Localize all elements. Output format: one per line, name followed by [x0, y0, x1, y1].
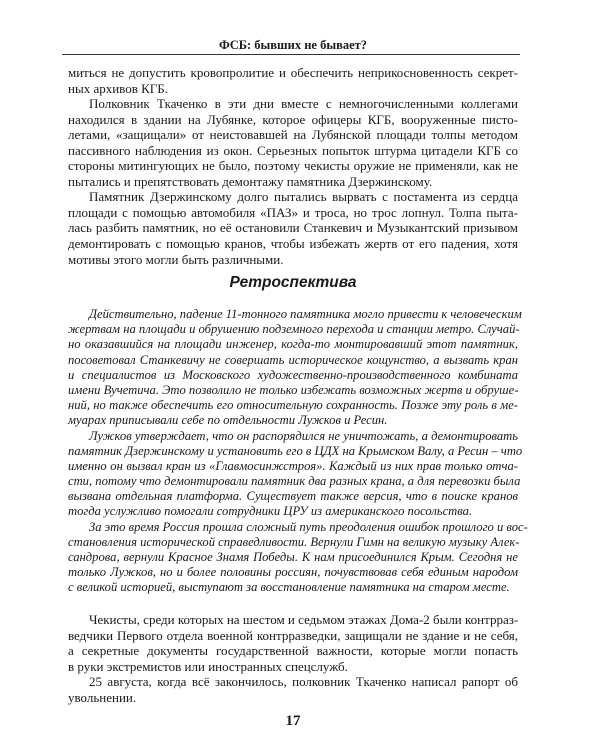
text-line: мотивы этого могли быть различными. [68, 251, 284, 267]
text-line: пассивного наблюдения из окон. Серьезных попыток штурма цитадели КГБ со [68, 142, 518, 158]
running-head: ФСБ: бывших не бывает? [218, 38, 368, 52]
text-line: только Лужков, но и более половины россиян, почувствовав себя единым народом [68, 565, 518, 580]
text-line: сти, потому что демонтировали памятник два разных крана, а для перевозки была [68, 474, 521, 489]
text-line: Чекисты, среди которых на шестом и седьмом этажах Дома-2 были контрраз- [89, 612, 519, 627]
text-line: Действительно, падение 11-тонного памятника могло привести к человеческим [89, 307, 522, 321]
paragraph [68, 612, 518, 674]
text-line: но оказавшийся на площади инженер, когда-то монтировавший этот памятник, [68, 337, 518, 352]
section-heading: Ретроспектива [229, 274, 357, 291]
text-line: ведчики Первого отдела военной контрразведки, защищали не здание и не себя, [68, 627, 518, 643]
paragraph [68, 96, 518, 189]
text-line: Лужков утверждает, что он распорядился не уничтожать, а демонтировать [89, 428, 518, 443]
text-line: а секретные документы государственной важности, которые могли попасть [68, 643, 518, 659]
text-line: увольнении. [68, 689, 137, 705]
text-line: сандрова, вернули Красное Знамя Победы. К нам присоединился Крым. Сегодня не [68, 550, 518, 564]
text-line: с великой историей, выступают за восстановление памятника на старом месте. [68, 580, 510, 595]
text-line: становления исторической справедливости. Вернули Гимн на великую музыку Алек- [68, 534, 520, 549]
text-line: памятник Дзержинскому и установить его в ЦДХ на Крымском Валу, а Ресин – что [68, 443, 523, 458]
text-line: в руки экстремистов или иностранных спецслужб. [68, 658, 348, 674]
text-line: пытались и препятствовать демонтажу памятника Дзержинскому. [68, 173, 433, 189]
paragraph [68, 189, 518, 267]
text-line: тогда услужливо помогали сотрудники ЦРУ из американского посольства. [68, 504, 473, 519]
text-line: муарах приписывали себе по отдельности Лужков и Ресин. [68, 413, 388, 428]
page-number: 17 [285, 713, 301, 729]
retrospective-text [68, 307, 528, 596]
text-line: посоветовал Станкевичу не совершать историческое кощунство, а вызвать кран [68, 352, 518, 367]
paragraph [68, 519, 528, 596]
text-line: ных архивов КГБ. [68, 80, 169, 96]
text-line: именно он вызвал кран из «Главмосинжстроя». Каждый из них прав только отча- [68, 458, 518, 473]
text-line: миться не допустить кровопролитие и обеспечить неприкосновенность секрет- [68, 65, 518, 80]
text-line: демонтировать с помощью кранов, чтобы избежать жертв от его падения, хотя [68, 236, 518, 252]
text-line: и специалистов из Московского художественно-производственного комбината [68, 367, 518, 382]
text-line: 25 августа, когда всё закончилось, полковник Ткаченко написал рапорт об [89, 674, 518, 690]
text-line: ний, но также обеспечить его относительную сохранность. Позже эту роль в ме- [68, 398, 518, 413]
text-line: За это время Россия прошла сложный путь преодоления ошибок прошлого и вос- [89, 519, 528, 534]
paragraph [68, 428, 523, 520]
text-line: жертвам на площади и обрушению подземного перехода и станции метро. Случай- [68, 322, 520, 337]
body-text-bottom [68, 612, 518, 705]
header-rule [62, 54, 520, 55]
body-text-top [68, 65, 518, 267]
paragraph [68, 307, 522, 429]
text-line: вызвана отдельная платформа. Существует также версия, что в поиске кранов [68, 489, 518, 504]
text-line: лась разбить памятник, но её остановили Станкевич и Музыкантский призывом [68, 220, 518, 236]
paragraph [68, 674, 518, 705]
text-line: площади с помощью автомобиля «ПАЗ» и троса, но трос лопнул. Толпа пыта- [68, 204, 518, 220]
text-line: находился в здании на Лубянке, которое офицеры КГБ, вооруженные писто- [68, 111, 518, 127]
text-line: стороны митингующих не было, поэтому чекисты оружие не применяли, как не [68, 158, 518, 174]
text-line: имени Вучетича. Это позволило не только избежать возможных жертв и обруше- [68, 382, 519, 397]
text-line: летами, «защищали» от неистовавшей на Лубянской площади толпы методом [68, 127, 518, 143]
paragraph [68, 65, 518, 96]
text-line: Памятник Дзержинскому долго пытались вырвать с постамента из сердца [89, 189, 518, 205]
text-line: Полковник Ткаченко в эти дни вместе с немногочисленными коллегами [89, 96, 518, 112]
